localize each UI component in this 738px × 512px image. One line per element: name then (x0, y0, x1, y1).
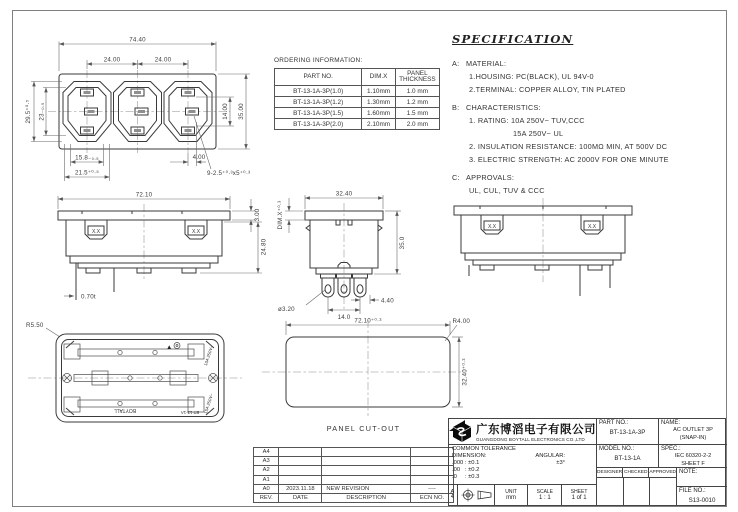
tolerance-title: COMMON TOLERANCE (452, 446, 516, 452)
designer-head: DESIGNER (597, 470, 623, 475)
spec-value-2: SHEET F (681, 460, 705, 467)
dim-pin-thickness: 0.70t (81, 293, 96, 301)
name-value-2: (SNAP-IN) (679, 434, 707, 441)
clip-mark-label: X.X (91, 228, 101, 235)
rev-label: A2 (254, 466, 279, 475)
spec-line: 1. RATING: 10A 250V~ TUV,CCC (469, 116, 585, 125)
checked-head: CHECKED (624, 470, 648, 475)
revision-table (253, 447, 454, 503)
spec-b-label: B: (452, 103, 460, 112)
back-view-drawing (20, 316, 250, 434)
ordering-information (274, 57, 442, 130)
ecn-col-head: ECN NO. (410, 493, 453, 502)
name-label: NAME: (661, 420, 681, 426)
revision-row (254, 484, 454, 493)
clip-mark-label: X.X (487, 223, 497, 230)
spec-label: SPEC.: (661, 446, 681, 452)
tolerance-cell (449, 445, 596, 485)
dim-cutout-height: 32.40⁺⁰·³ (461, 358, 469, 386)
dim-end-width: 32.40 (335, 190, 353, 198)
side-view-left-drawing (18, 188, 268, 316)
date-col-head: DATE (279, 493, 322, 502)
rev-date: 2023.11.18 (279, 484, 322, 493)
scale-value: 1 : 1 (538, 494, 551, 501)
dim-end-height: 35.0 (399, 236, 406, 250)
name-value-1: AC OUTLET 3P (673, 427, 713, 433)
rev-label: A0 (254, 484, 279, 493)
spec-line: 3. ELECTRIC STRENGTH: AC 2000V FOR ONE MINUTE (469, 155, 669, 164)
specification-section (452, 32, 728, 197)
table-row (275, 119, 440, 130)
approved-signature-cell (650, 478, 676, 505)
rev-label: A3 (254, 457, 279, 466)
panel-cutout-drawing (256, 312, 471, 424)
thickness-cell: 1.0 mm (395, 86, 439, 97)
checked-signature-cell (624, 478, 651, 505)
spec-line: 1.HOUSING: PC(BLACK), UL 94V-0 (469, 72, 594, 81)
tolerance-line-3: .0 : ±0.3 (452, 474, 480, 480)
description-col-head: DESCRIPTION (322, 493, 411, 502)
spec-b-heading: CHARACTERISTICS: (466, 103, 541, 112)
size-letter: A (450, 488, 455, 495)
unit-value: mm (506, 494, 517, 501)
spec-line: 2.TERMINAL: COPPER ALLOY, TIN PLATED (469, 85, 626, 94)
dim-pin-span: 23₋₀.₅ (38, 102, 46, 121)
dim-pin-hole-dia: ø3.20 (278, 306, 295, 313)
panel-cutout-label: PANEL CUT-OUT (326, 424, 401, 433)
model-no-cell (597, 445, 659, 467)
dim-bottom-1: 15.8₋₀.₅ (75, 154, 99, 162)
part-no-cell: BT-13-1A-3P(2.0) (275, 119, 362, 130)
recycle-triangle-icon: ▲ (166, 344, 173, 351)
spec-c-label: C: (452, 173, 460, 182)
file-no-label: FILE NO.: (679, 488, 706, 494)
dim-overall-width: 74.40 (129, 36, 146, 44)
spec-line: 2. INSULATION RESISTANCE: 100MΩ MIN, AT 500V DC (469, 142, 668, 151)
front-view-drawing (18, 26, 278, 194)
col-dim-x: DIM.X (362, 69, 395, 86)
dimx-cell: 2.10mm (362, 119, 395, 130)
col-panel-thickness (395, 69, 439, 86)
dim-holes-callout: 9-2.5⁺⁰·³x5⁺⁰·³ (207, 170, 251, 177)
model-no-label: MODEL NO.: (599, 446, 635, 452)
file-no-value: S13-0010 (688, 497, 716, 504)
rev-col-head: REV. (254, 493, 279, 502)
table-row (275, 97, 440, 108)
rating-marking-2: 15A 250V~ (202, 392, 215, 415)
dim-pin-offset: 4.00 (192, 154, 206, 161)
dim-pitch-2: 24.00 (154, 56, 172, 64)
spec-cell (659, 445, 727, 467)
sheet-size-cell (449, 485, 495, 505)
dim-inner-height: 14.00 (222, 103, 229, 120)
end-view-drawing (260, 183, 445, 321)
company-logo (451, 421, 473, 443)
ordering-table (274, 68, 440, 130)
thickness-cell: 2.0 mm (395, 119, 439, 130)
tolerance-line-1: .000 : ±0.1 (452, 460, 480, 466)
spec-approvals-head (452, 171, 728, 184)
dim-body-height: 35.00 (238, 103, 245, 120)
dim-pin-pitch: 14.0 (337, 314, 351, 321)
dim-corner-radius: R5.50 (26, 322, 44, 329)
note-cell (677, 468, 727, 487)
dim-pin-offset-end: 4.40 (381, 297, 394, 305)
dim-side-width: 72.10 (135, 191, 153, 199)
spec-title: SPECIFICATION (452, 32, 574, 46)
rev-description: NEW REVISION (322, 484, 411, 493)
revision-row (254, 448, 454, 457)
designer-signature-cell (597, 478, 624, 505)
angular-label: ANGULAR: (535, 453, 565, 459)
tolerance-line-2: .00 : ±0.2 (452, 467, 480, 473)
title-block (448, 418, 726, 506)
dim-cutout-width: 72.10⁺⁰·³ (354, 317, 382, 325)
part-no-cell: BT-13-1A-3P(1.0) (275, 86, 362, 97)
spec-line: 15A 250V~ UL (513, 129, 564, 138)
dimx-cell: 1.60mm (362, 108, 395, 119)
ordering-title: ORDERING INFORMATION: (274, 57, 363, 64)
thickness-cell: 1.5 mm (395, 108, 439, 119)
dimx-cell: 1.10mm (362, 86, 395, 97)
dim-x-label: DIM.X⁺⁰·³ (277, 200, 284, 230)
model-marking: BT-13-1A (180, 410, 200, 415)
company-name-cn: 广东博滔电子有限公司 (476, 424, 596, 436)
col-thickness: THICKNESS (399, 76, 436, 83)
angular-value: ±3° (556, 460, 565, 466)
dim-socket-height: 29.5⁺⁰·⁵ (25, 99, 32, 124)
part-no-label: PART NO.: (599, 420, 629, 426)
scale-label: SCALE (536, 488, 554, 495)
brand-marking: BOYTALL (113, 407, 137, 413)
col-panel: PANEL (407, 69, 428, 77)
projection-symbol-icon (461, 487, 493, 503)
part-no-value: BT-13-1A-3P (609, 429, 646, 436)
spec-material-head (452, 57, 728, 70)
spec-a-label: A: (452, 59, 460, 68)
col-part-no: PART NO. (275, 69, 362, 86)
ordering-header-row (275, 69, 440, 86)
dim-bottom-2: 21.5⁺⁰·⁵ (74, 169, 100, 177)
dimx-cell: 1.30mm (362, 97, 395, 108)
thickness-cell: 1.2 mm (395, 97, 439, 108)
signoff-block (597, 468, 677, 505)
sheet-value: 1 of 1 (571, 494, 587, 501)
revision-row (254, 475, 454, 484)
size-number: 4 (450, 494, 454, 500)
table-row (275, 86, 440, 97)
model-no-value: BT-13-1A (614, 455, 641, 462)
revision-footer-row (254, 493, 454, 502)
dimension-label: DIMENSION: (452, 453, 487, 459)
dim-pitch-1: 24.00 (103, 56, 121, 64)
spec-a-heading: MATERIAL: (466, 59, 507, 68)
name-cell (659, 419, 727, 444)
rev-label: A4 (254, 448, 279, 457)
unit-label: UNIT (505, 488, 517, 495)
sheet-cell (562, 485, 596, 505)
company-cell (449, 419, 596, 445)
revision-row (254, 466, 454, 475)
dim-side-depth: 24.80 (260, 238, 268, 256)
rev-label: A1 (254, 475, 279, 484)
rev-ecn: ---- (410, 484, 453, 493)
part-no-cell: BT-13-1A-3P(1.5) (275, 108, 362, 119)
dim-cutout-radius: R4.00 (452, 318, 470, 325)
approved-head: APPROVED (649, 470, 677, 475)
rating-marking-1: 10A 250V~ (202, 344, 215, 367)
scale-cell (528, 485, 562, 505)
part-no-cell (597, 419, 659, 444)
dim-flange-thickness: 3.00 (254, 208, 261, 222)
side-view-right-drawing (440, 188, 645, 316)
spec-characteristics-head (452, 101, 728, 114)
spec-value-1: IEC 60320-2-2 (674, 453, 712, 459)
revision-row (254, 457, 454, 466)
sheet-label: SHEET (570, 488, 588, 495)
note-label: NOTE: (679, 469, 698, 475)
company-name-en: GUANGDONG BOYTALL ELECTRONICS CO.,LTD (476, 437, 585, 442)
part-no-cell: BT-13-1A-3P(1.2) (275, 97, 362, 108)
spec-c-heading: APPROVALS: (466, 173, 515, 182)
unit-cell (495, 485, 529, 505)
file-no-cell (677, 487, 727, 505)
table-row (275, 108, 440, 119)
spec-line: UL, CUL, TUV & CCC (469, 186, 545, 195)
